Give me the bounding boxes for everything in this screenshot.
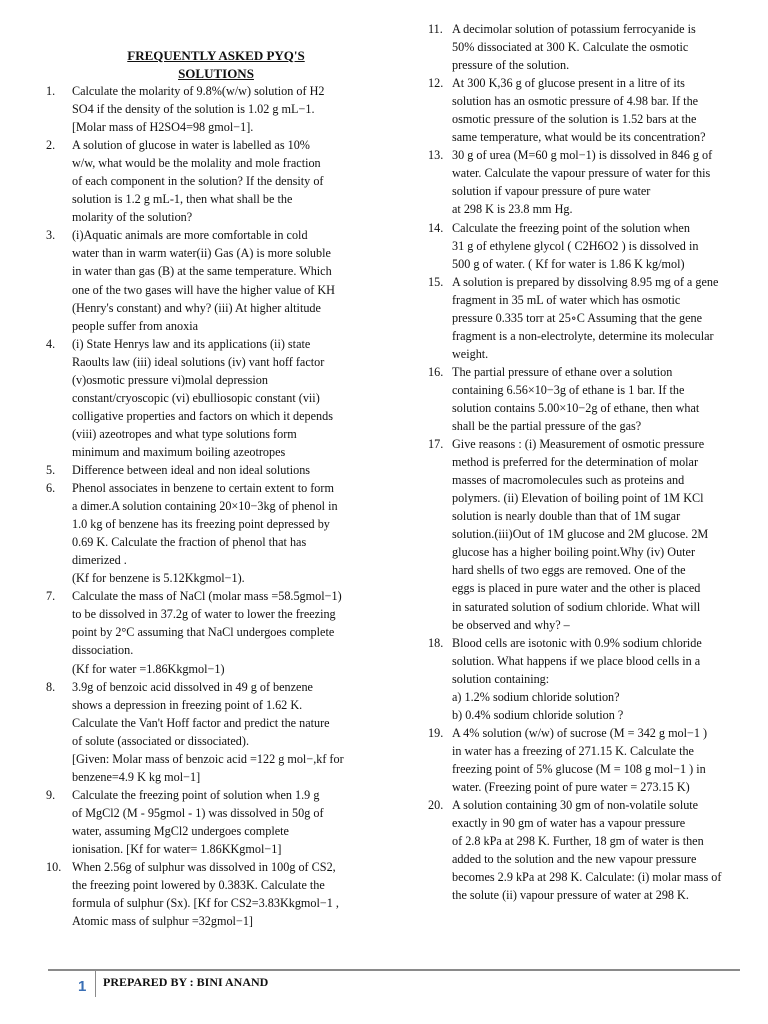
question-line: (i)Aquatic animals are more comfortable in cold — [72, 228, 308, 243]
question-line: freezing point of 5% glucose (M = 108 g mol−1 ) in — [452, 761, 706, 776]
question-number: 11. — [428, 22, 443, 36]
question-text — [452, 435, 740, 634]
question-text — [72, 858, 364, 930]
question-line: (i) State Henrys law and its applications (ii) state — [72, 336, 311, 351]
question-line: Raoults law (iii) ideal solutions (iv) vant hoff factor — [72, 354, 325, 369]
question-number: 4. — [46, 336, 56, 351]
question-line: to be dissolved in 37.2g of water to lower the freezing — [72, 607, 336, 622]
question-text — [452, 634, 740, 724]
question-line: pressure 0.335 torr at 25∘C Assuming that the gene — [452, 310, 703, 325]
question-line: ionisation. [Kf for water= 1.86KKgmol−1] — [72, 841, 282, 856]
question-item — [46, 678, 364, 786]
question-item — [428, 20, 740, 74]
question-item — [428, 146, 740, 218]
question-line: eggs is placed in pure water and the other is placed — [452, 581, 701, 596]
question-item — [428, 273, 740, 363]
question-line: of MgCl2 (M - 95gmol - 1) was dissolved in 50g of — [72, 805, 324, 820]
question-line: constant/cryoscopic (vi) ebulliosopic constant (vii) — [72, 390, 320, 405]
question-line: A solution of glucose in water is labelled as 10% — [72, 138, 310, 153]
question-line: solution.(iii)Out of 1M glucose and 2M glucose. 2M — [452, 527, 709, 542]
question-item — [428, 363, 740, 435]
question-line: glucose has a higher boiling point.Why (iv) Outer — [452, 545, 696, 560]
question-list-left — [46, 82, 364, 930]
question-line: people suffer from anoxia — [72, 318, 199, 333]
question-line: one of the two gases will have the higher value of KH — [72, 282, 335, 297]
question-line: (Kf for water =1.86Kkgmol−1) — [72, 661, 225, 676]
question-item — [428, 435, 740, 634]
question-line: 0.69 K. Calculate the fraction of phenol that has — [72, 535, 307, 550]
question-line: 500 g of water. ( Kf for water is 1.86 K kg/mol) — [452, 256, 685, 271]
question-number: 5. — [46, 462, 56, 477]
question-line: A solution is prepared by dissolving 8.95 mg of a gene — [452, 274, 719, 289]
question-line: 1.0 kg of benzene has its freezing point depressed by — [72, 517, 330, 532]
page-subtitle: SOLUTIONS — [178, 66, 254, 81]
question-line: formula of sulphur (Sx). [Kf for CS2=3.83Kkgmol−1 , — [72, 896, 339, 911]
question-item — [46, 136, 364, 226]
question-line: in water than gas (B) at the same temperature. Which — [72, 264, 332, 279]
question-number: 7. — [46, 589, 56, 604]
question-item — [46, 858, 364, 930]
question-line: method is preferred for the determination of molar — [452, 455, 699, 470]
question-number: 15. — [428, 274, 444, 289]
question-number: 3. — [46, 228, 56, 243]
question-line: solution containing: — [452, 671, 550, 686]
question-number: 2. — [46, 138, 56, 153]
question-line: becomes 2.9 kPa at 298 K. Calculate: (i) molar mass of — [452, 870, 722, 885]
question-line: A solution containing 30 gm of non-volatile solute — [452, 798, 699, 813]
question-line: water. Calculate the vapour pressure of water for this — [452, 166, 711, 181]
question-line: At 300 K,36 g of glucose present in a litre of its — [452, 76, 685, 91]
question-line: a dimer.A solution containing 20×10−3kg of phenol in — [72, 499, 338, 514]
question-number: 12. — [428, 76, 444, 91]
question-line: molarity of the solution? — [72, 210, 193, 225]
question-line: of solute (associated or dissociated). — [72, 733, 250, 748]
question-line: Blood cells are isotonic with 0.9% sodium chloride — [452, 635, 702, 650]
question-line: 3.9g of benzoic acid dissolved in 49 g of benzene — [72, 679, 313, 694]
question-text — [72, 678, 364, 786]
question-line: (viii) azeotropes and what type solutions form — [72, 426, 297, 441]
question-text — [72, 479, 364, 587]
question-line: Calculate the freezing point of the solution when — [452, 220, 690, 235]
question-line: Calculate the freezing point of solution when 1.9 g — [72, 787, 320, 802]
footer-separator — [95, 971, 96, 997]
question-line: (Henry's constant) and why? (iii) At higher altitude — [72, 300, 321, 315]
question-line: minimum and maximum boiling azeotropes — [72, 444, 286, 459]
question-line: osmotic pressure of the solution is 1.52 bars at the — [452, 112, 697, 127]
question-line: colligative properties and factors on which it depends — [72, 408, 333, 423]
question-line: Give reasons : (i) Measurement of osmotic pressure — [452, 437, 705, 452]
question-line: a) 1.2% sodium chloride solution? — [452, 689, 620, 704]
question-number: 17. — [428, 437, 444, 452]
footer-rule — [48, 969, 740, 971]
page-number: 1 — [78, 978, 87, 995]
question-number: 20. — [428, 798, 444, 813]
question-item — [428, 219, 740, 273]
question-line: masses of macromolecules such as proteins and — [452, 473, 685, 488]
question-text — [72, 136, 364, 226]
question-text — [72, 82, 364, 136]
question-line: exactly in 90 gm of water has a vapour pressure — [452, 816, 686, 831]
question-line: at 298 K is 23.8 mm Hg. — [452, 202, 573, 217]
question-item — [46, 587, 364, 677]
question-line: [Given: Molar mass of benzoic acid =122 g mol−,kf for — [72, 751, 344, 766]
question-line: benzene=4.9 K kg mol−1] — [72, 769, 201, 784]
question-item — [46, 82, 364, 136]
question-text — [452, 363, 740, 435]
question-line: polymers. (ii) Elevation of boiling point of 1M KCl — [452, 491, 704, 506]
question-line: Atomic mass of sulphur =32gmol−1] — [72, 914, 253, 929]
question-item — [428, 74, 740, 146]
question-line: (v)osmotic pressure vi)molal depression — [72, 372, 268, 387]
question-item — [46, 479, 364, 587]
question-line: fragment is a non-electrolyte, determine its molecular — [452, 328, 714, 343]
question-line: The partial pressure of ethane over a solution — [452, 364, 673, 379]
question-number: 16. — [428, 364, 444, 379]
question-item — [46, 226, 364, 334]
question-text — [72, 786, 364, 858]
question-line: 30 g of urea (M=60 g mol−1) is dissolved in 846 g of — [452, 148, 713, 163]
question-text — [72, 226, 364, 334]
question-line: solution is nearly double than that of 1M sugar — [452, 509, 681, 524]
question-line: 31 g of ethylene glycol ( C2H6O2 ) is dissolved in — [452, 238, 699, 253]
right-column — [428, 20, 740, 904]
question-number: 8. — [46, 679, 56, 694]
question-text — [452, 796, 740, 904]
question-line: solution contains 5.00×10−2g of ethane, then what — [452, 400, 700, 415]
question-line: solution if vapour pressure of pure water — [452, 184, 651, 199]
question-number: 9. — [46, 787, 56, 802]
question-item — [428, 724, 740, 796]
question-item — [46, 461, 364, 479]
question-line: Phenol associates in benzene to certain extent to form — [72, 481, 334, 496]
prepared-by: PREPARED BY : BINI ANAND — [103, 975, 269, 989]
question-line: the freezing point lowered by 0.383K. Calculate the — [72, 878, 325, 893]
question-text — [452, 20, 740, 74]
question-line: Calculate the molarity of 9.8%(w/w) solution of H2 — [72, 84, 325, 98]
question-text — [452, 146, 740, 218]
question-line: in saturated solution of sodium chloride. What will — [452, 599, 701, 614]
question-item — [46, 335, 364, 461]
question-line: water. (Freezing point of pure water = 273.15 K) — [452, 779, 690, 794]
question-line: be observed and why? – — [452, 617, 570, 632]
question-text — [452, 273, 740, 363]
question-item — [428, 634, 740, 724]
question-line: of 2.8 kPa at 298 K. Further, 18 gm of water is then — [452, 834, 704, 849]
question-line: 50% dissociated at 300 K. Calculate the osmotic — [452, 40, 689, 55]
question-number: 1. — [46, 84, 56, 98]
question-line: containing 6.56×10−3g of ethane is 1 bar. If the — [452, 382, 685, 397]
question-line: [Molar mass of H2SO4=98 gmol−1]. — [72, 120, 254, 135]
question-line: (Kf for benzene is 5.12Kkgmol−1). — [72, 571, 245, 586]
question-number: 19. — [428, 725, 444, 740]
question-line: water than in warm water(ii) Gas (A) is more soluble — [72, 246, 331, 261]
left-column — [46, 0, 364, 930]
question-number: 18. — [428, 635, 444, 650]
question-number: 10. — [46, 860, 62, 875]
question-text — [72, 587, 364, 677]
question-line: solution. What happens if we place blood cells in a — [452, 653, 701, 668]
question-line: A decimolar solution of potassium ferrocyanide is — [452, 22, 696, 36]
question-line: point by 2°C assuming that NaCl undergoes complete — [72, 625, 335, 640]
question-text — [452, 724, 740, 796]
question-item — [428, 796, 740, 904]
question-text — [452, 74, 740, 146]
question-line: Calculate the mass of NaCl (molar mass =58.5gmol−1) — [72, 589, 342, 604]
question-number: 14. — [428, 220, 444, 235]
question-line: b) 0.4% sodium chloride solution ? — [452, 707, 624, 722]
question-line: A 4% solution (w/w) of sucrose (M = 342 g mol−1 ) — [452, 725, 708, 740]
question-text — [72, 461, 364, 479]
question-line: pressure of the solution. — [452, 58, 570, 73]
question-number: 6. — [46, 481, 56, 496]
question-line: solution has an osmotic pressure of 4.98 bar. If the — [452, 94, 699, 109]
question-line: solution is 1.2 g mL-1, then what shall be the — [72, 192, 293, 207]
question-line: the solute (ii) vapour pressure of water at 298 K. — [452, 888, 689, 903]
question-line: of each component in the solution? If the density of — [72, 174, 324, 189]
question-line: fragment in 35 mL of water which has osmotic — [452, 292, 681, 307]
question-line: When 2.56g of sulphur was dissolved in 100g of CS2, — [72, 860, 336, 875]
question-line: dissociation. — [72, 643, 134, 658]
question-line: hard shells of two eggs are removed. One of the — [452, 563, 686, 578]
question-line: Calculate the Van't Hoff factor and predict the nature — [72, 715, 330, 730]
question-text — [72, 335, 364, 461]
question-line: SO4 if the density of the solution is 1.02 g mL−1. — [72, 102, 315, 117]
question-line: Difference between ideal and non ideal solutions — [72, 462, 311, 477]
question-number: 13. — [428, 148, 444, 163]
question-line: added to the solution and the new vapour pressure — [452, 852, 697, 867]
question-line: water, assuming MgCl2 undergoes complete — [72, 823, 289, 838]
question-line: w/w, what would be the molality and mole fraction — [72, 156, 321, 171]
page-title: FREQUENTLY ASKED PYQ'S — [127, 48, 305, 63]
question-line: shall be the partial pressure of the gas? — [452, 419, 642, 434]
question-line: shows a depression in freezing point of 1.62 K. — [72, 697, 303, 712]
question-line: weight. — [452, 346, 489, 361]
question-text — [452, 219, 740, 273]
question-line: dimerized . — [72, 553, 127, 568]
question-line: same temperature, what would be its concentration? — [452, 130, 706, 145]
question-list-right — [428, 20, 740, 904]
question-item — [46, 786, 364, 858]
question-line: in water has a freezing of 271.15 K. Calculate the — [452, 743, 694, 758]
